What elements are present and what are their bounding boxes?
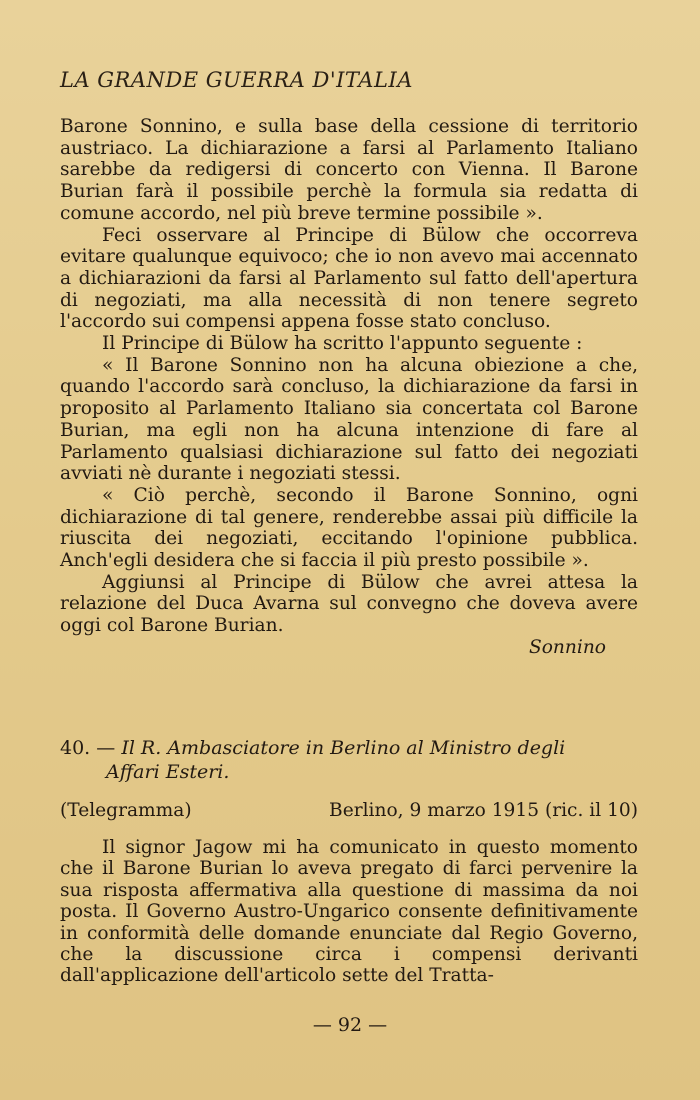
document-place-date: Berlino, 9 marzo 1915 (ric. il 10) xyxy=(329,800,638,821)
paragraph: Il signor Jagow mi ha comunicato in questo momento che il Barone Burian lo aveva pregato di farci pervenire la sua risposta affermativa alla questione di massima da noi posta. Il Governo Austro-Ungarico consente definitivamente in conformità delle domande enunciate dal Regio Governo, che la discussione circa i compensi derivanti dall'applicazione dell'articolo sette del Tratta- xyxy=(60,837,638,987)
document-title-line1: Il R. Ambasciatore in Berlino al Ministro degli xyxy=(121,737,566,759)
paragraph: « Ciò perchè, secondo il Barone Sonnino, ogni dichiarazione di tal genere, renderebbe assai più difficile la riuscita dei negoziati, eccitando l'opinione pubblica. Anch'egli desidera che si faccia il più presto possibile ». xyxy=(60,484,638,572)
document-title-line2: Affari Esteri. xyxy=(106,761,230,783)
paragraph: Barone Sonnino, e sulla base della cessione di territorio austriaco. La dichiarazione a farsi al Parlamento Italiano sarebbe da redigersi di concerto con Vienna. Il Barone Burian farà il possibile perchè la formula sia redatta di comune accordo, nel più breve termine possibile ». xyxy=(60,116,638,224)
running-title: LA GRANDE GUERRA D'ITALIA xyxy=(60,68,413,92)
paragraph: Aggiunsi al Principe di Bülow che avrei attesa la relazione del Duca Avarna sul convegno che doveva avere oggi col Barone Burian. xyxy=(60,571,638,637)
document-meta xyxy=(60,800,638,821)
paragraph: Il Principe di Bülow ha scritto l'appunto seguente : xyxy=(102,333,583,355)
signature: Sonnino xyxy=(529,636,606,658)
paragraph: « Il Barone Sonnino non ha alcuna obiezione a che, quando l'accordo sarà concluso, la dichiarazione da farsi in proposito al Parlamento Italiano sia concertata col Barone Burian, ma egli non ha alcuna intenzione di fare al Parlamento qualsiasi dichiarazione sul fatto dei negoziati avviati nè durante i negoziati stessi. xyxy=(60,354,638,485)
document-type: (Telegramma) xyxy=(60,800,192,821)
paragraph: Feci osservare al Principe di Bülow che occorreva evitare qualunque equivoco; che io non avevo mai accennato a dichiarazioni da farsi al Parlamento sul fatto dell'apertura di negoziati, ma alla necessità di non tenere segreto l'accordo sui compensi appena fosse stato concluso. xyxy=(60,224,638,333)
document-heading xyxy=(60,736,640,784)
page-number: — 92 — xyxy=(312,1014,388,1036)
main-text xyxy=(60,116,638,659)
document-number: 40. — xyxy=(60,737,116,759)
document-body xyxy=(60,837,638,987)
